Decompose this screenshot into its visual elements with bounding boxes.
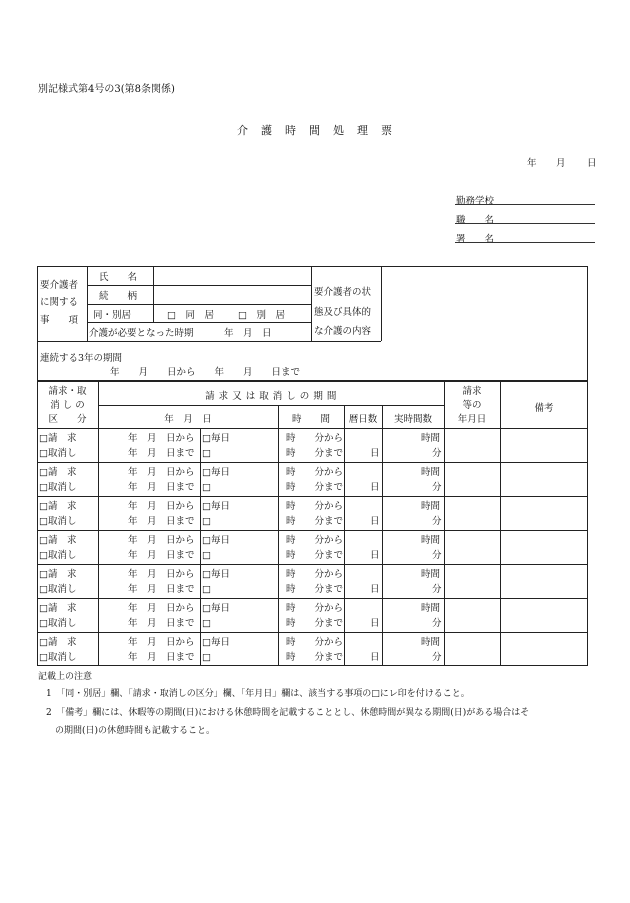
time-from[interactable]: 時 分から bbox=[286, 603, 344, 614]
minutes-unit: 分 bbox=[432, 618, 442, 629]
cancel-checkbox[interactable]: □取消し bbox=[39, 448, 77, 459]
claim-date-field[interactable] bbox=[446, 464, 498, 495]
minutes-unit: 分 bbox=[432, 652, 442, 663]
remarks-field[interactable] bbox=[502, 600, 586, 631]
days-unit: 日 bbox=[370, 618, 380, 629]
remarks-field[interactable] bbox=[502, 464, 586, 495]
date-to[interactable]: 年 月 日まで bbox=[128, 482, 195, 493]
period-label: 連続する3年の期間 bbox=[40, 353, 123, 364]
cancel-checkbox[interactable]: □取消し bbox=[39, 550, 77, 561]
date-from[interactable]: 年 月 日から bbox=[128, 637, 195, 648]
cancel-checkbox[interactable]: □取消し bbox=[39, 482, 77, 493]
signature-line[interactable] bbox=[455, 242, 595, 243]
date-to[interactable]: 年 月 日まで bbox=[128, 550, 195, 561]
remarks-header: 備考 bbox=[534, 403, 554, 414]
claim-checkbox[interactable]: □請 求 bbox=[39, 433, 77, 444]
cancel-checkbox[interactable]: □取消し bbox=[39, 584, 77, 595]
other-checkbox[interactable]: □ bbox=[202, 584, 211, 595]
date-year: 年 bbox=[527, 158, 537, 169]
time-from[interactable]: 時 分から bbox=[286, 535, 344, 546]
time-from[interactable]: 時 分から bbox=[286, 433, 344, 444]
date-to[interactable]: 年 月 日まで bbox=[128, 652, 195, 663]
time-from[interactable]: 時 分から bbox=[286, 501, 344, 512]
other-checkbox[interactable]: □ bbox=[202, 448, 211, 459]
claim-date-field[interactable] bbox=[446, 566, 498, 597]
time-from[interactable]: 時 分から bbox=[286, 569, 344, 580]
daily-checkbox[interactable]: □毎日 bbox=[202, 501, 230, 512]
care-group-label: 要介護者 bbox=[40, 280, 79, 291]
time-to[interactable]: 時 分まで bbox=[286, 550, 344, 561]
claim-checkbox[interactable]: □請 求 bbox=[39, 501, 77, 512]
hours-unit: 時間 bbox=[421, 569, 441, 580]
remarks-field[interactable] bbox=[502, 430, 586, 461]
date-from[interactable]: 年 月 日から bbox=[128, 569, 195, 580]
note-2-cont: の期間(日)の休憩時間も記載すること。 bbox=[46, 726, 216, 736]
date-month: 月 bbox=[556, 158, 566, 169]
other-checkbox[interactable]: □ bbox=[202, 550, 211, 561]
date-to[interactable]: 年 月 日まで bbox=[128, 448, 195, 459]
date-from[interactable]: 年 月 日から bbox=[128, 535, 195, 546]
other-checkbox[interactable]: □ bbox=[202, 516, 211, 527]
daily-checkbox[interactable]: □毎日 bbox=[202, 433, 230, 444]
name-field[interactable] bbox=[158, 268, 308, 284]
claim-date-field[interactable] bbox=[446, 634, 498, 665]
date-from[interactable]: 年 月 日から bbox=[128, 467, 195, 478]
notes-heading: 記載上の注意 bbox=[38, 672, 93, 682]
time-header: 時 間 bbox=[291, 414, 330, 425]
minutes-unit: 分 bbox=[432, 584, 442, 595]
care-state-label: 要介護者の状 bbox=[314, 287, 372, 298]
period-value[interactable]: 年 月 日から 年 月 日まで bbox=[110, 367, 301, 378]
claim-checkbox[interactable]: □請 求 bbox=[39, 535, 77, 546]
time-to[interactable]: 時 分まで bbox=[286, 448, 344, 459]
care-state-field[interactable] bbox=[385, 268, 585, 338]
claim-checkbox[interactable]: □請 求 bbox=[39, 569, 77, 580]
minutes-unit: 分 bbox=[432, 482, 442, 493]
claim-date-field[interactable] bbox=[446, 532, 498, 563]
col-type-header: 請求・取 消 し の 区 分 bbox=[48, 386, 87, 425]
claim-checkbox[interactable]: □請 求 bbox=[39, 603, 77, 614]
date-from[interactable]: 年 月 日から bbox=[128, 603, 195, 614]
claim-date-field[interactable] bbox=[446, 498, 498, 529]
date-day: 日 bbox=[587, 158, 597, 169]
time-to[interactable]: 時 分まで bbox=[286, 482, 344, 493]
claim-date-header: 請求 等の 年月日 bbox=[457, 386, 487, 425]
date-to[interactable]: 年 月 日まで bbox=[128, 516, 195, 527]
time-to[interactable]: 時 分まで bbox=[286, 516, 344, 527]
time-from[interactable]: 時 分から bbox=[286, 637, 344, 648]
note-1: 1 「同・別居」欄、「請求・取消しの区分」欄、「年月日」欄は、該当する事項の□にレ印を付けること。 bbox=[46, 689, 470, 699]
date-to[interactable]: 年 月 日まで bbox=[128, 618, 195, 629]
care-needed-date[interactable]: 年 月 日 bbox=[224, 328, 272, 339]
claim-checkbox[interactable]: □請 求 bbox=[39, 467, 77, 478]
hours-unit: 時間 bbox=[421, 467, 441, 478]
post-label: 職 名 bbox=[456, 215, 495, 226]
signature-label: 署 名 bbox=[456, 234, 495, 245]
date-from[interactable]: 年 月 日から bbox=[128, 433, 195, 444]
period-header: 請 求 又 は 取 消 し の 期 間 bbox=[205, 391, 337, 402]
claim-date-field[interactable] bbox=[446, 600, 498, 631]
other-checkbox[interactable]: □ bbox=[202, 618, 211, 629]
hours-unit: 時間 bbox=[421, 535, 441, 546]
hours-unit: 時間 bbox=[421, 637, 441, 648]
date-to[interactable]: 年 月 日まで bbox=[128, 584, 195, 595]
school-label: 勤務学校 bbox=[456, 196, 495, 207]
days-unit: 日 bbox=[370, 652, 380, 663]
cohabit-label: 同・別居 bbox=[93, 310, 132, 321]
claim-checkbox[interactable]: □請 求 bbox=[39, 637, 77, 648]
remarks-field[interactable] bbox=[502, 634, 586, 665]
hours-header: 実時間数 bbox=[393, 414, 432, 425]
school-line[interactable] bbox=[455, 204, 595, 205]
page-title: 介 護 時 間 処 理 票 bbox=[237, 124, 393, 137]
time-from[interactable]: 時 分から bbox=[286, 467, 344, 478]
note-2: 2 「備考」欄には、休暇等の期間(日)における休憩時間を記載することとし、休憩時間が異なる期間(日)がある場合はそ bbox=[46, 708, 530, 718]
days-header: 暦日数 bbox=[348, 414, 378, 425]
time-to[interactable]: 時 分まで bbox=[286, 618, 344, 629]
hours-unit: 時間 bbox=[421, 603, 441, 614]
cohabit-same-checkbox[interactable]: □ 同 居 bbox=[167, 310, 214, 321]
care-needed-label: 介護が必要となった時期 bbox=[89, 328, 194, 339]
remarks-field[interactable] bbox=[502, 498, 586, 529]
claim-date-field[interactable] bbox=[446, 430, 498, 461]
relation-label: 続 柄 bbox=[99, 291, 138, 302]
form-id: 別記様式第4号の3(第8条関係) bbox=[38, 84, 175, 95]
minutes-unit: 分 bbox=[432, 448, 442, 459]
daily-checkbox[interactable]: □毎日 bbox=[202, 637, 230, 648]
days-unit: 日 bbox=[370, 516, 380, 527]
remarks-field[interactable] bbox=[502, 566, 586, 597]
hours-unit: 時間 bbox=[421, 501, 441, 512]
daily-checkbox[interactable]: □毎日 bbox=[202, 535, 230, 546]
post-line[interactable] bbox=[455, 223, 595, 224]
name-label: 氏 名 bbox=[99, 272, 138, 283]
days-unit: 日 bbox=[370, 482, 380, 493]
cancel-checkbox[interactable]: □取消し bbox=[39, 618, 77, 629]
cohabit-separate-checkbox[interactable]: □ 別 居 bbox=[238, 310, 285, 321]
hours-unit: 時間 bbox=[421, 433, 441, 444]
days-unit: 日 bbox=[370, 550, 380, 561]
other-checkbox[interactable]: □ bbox=[202, 652, 211, 663]
minutes-unit: 分 bbox=[432, 550, 442, 561]
daily-checkbox[interactable]: □毎日 bbox=[202, 603, 230, 614]
cancel-checkbox[interactable]: □取消し bbox=[39, 516, 77, 527]
minutes-unit: 分 bbox=[432, 516, 442, 527]
remarks-field[interactable] bbox=[502, 532, 586, 563]
time-to[interactable]: 時 分まで bbox=[286, 652, 344, 663]
time-to[interactable]: 時 分まで bbox=[286, 584, 344, 595]
days-unit: 日 bbox=[370, 584, 380, 595]
ymd-header: 年 月 日 bbox=[164, 414, 212, 425]
days-unit: 日 bbox=[370, 448, 380, 459]
daily-checkbox[interactable]: □毎日 bbox=[202, 467, 230, 478]
other-checkbox[interactable]: □ bbox=[202, 482, 211, 493]
cancel-checkbox[interactable]: □取消し bbox=[39, 652, 77, 663]
relation-field[interactable] bbox=[158, 287, 308, 303]
date-from[interactable]: 年 月 日から bbox=[128, 501, 195, 512]
daily-checkbox[interactable]: □毎日 bbox=[202, 569, 230, 580]
